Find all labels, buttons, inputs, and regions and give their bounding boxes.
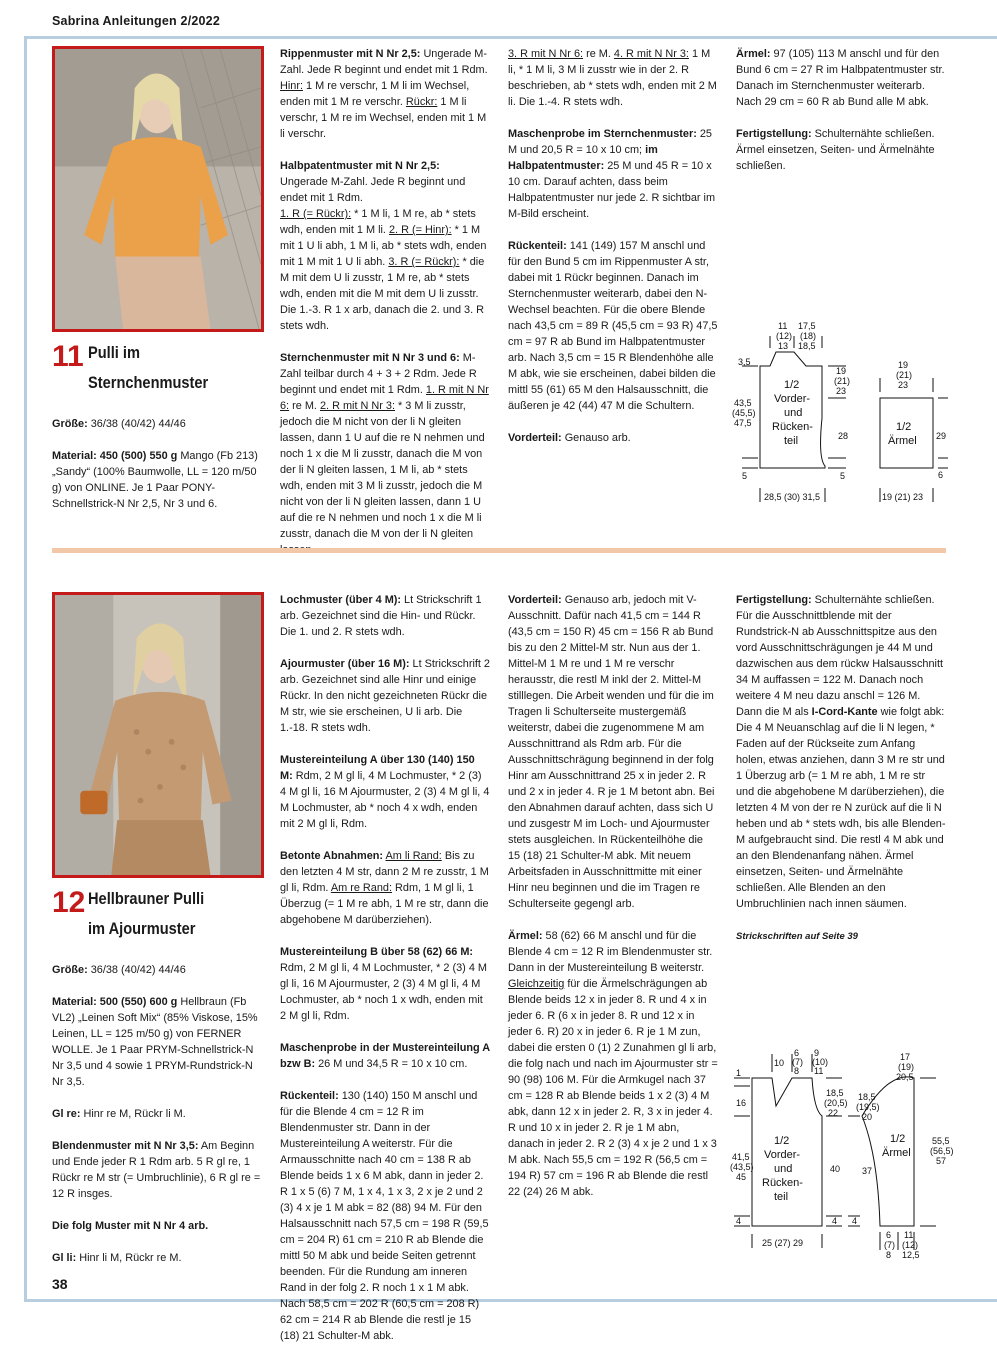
section-text: Ungerade M-Zahl. Jede R beginnt und endet mit 1 Rdm. (280, 48, 488, 76)
project-number-11: 11 (52, 340, 84, 373)
section-text: Bis zu den letzten 4 M str, dann 2 M re zusstr, 1 M gl li, Rdm. (280, 850, 489, 894)
dim-label: (7) (884, 1240, 895, 1250)
dim-label: 37 (862, 1166, 873, 1176)
dim-label: (19,5) (856, 1102, 880, 1112)
piece-label: Vorder- (764, 1149, 801, 1161)
section-text: 26 M und 34,5 R = 10 x 10 cm. (318, 1058, 468, 1070)
row-label: 1. R (= Rückr): (280, 208, 352, 220)
section-text: * 3 M li zusstr, jedoch die M nicht von der li N gleiten lassen, dann 1 U auf die re N nehmen und noch 1 x die M li zusstr, danach die M von der li N gleiten lassen, 1 M li, ab * stets wdh, enden mit 3 M li zusstr, jedoch die M nicht von der li N gleiten lassen, dann 1 U auf die re N nehmen und noch 1 x die M li zusstr, danach die M von der li N gleiten (280, 400, 485, 540)
dim-label: (7) (792, 1057, 803, 1067)
section-text: Hinr li M, Rückr re M. (79, 1252, 182, 1264)
dim-label: 6 (938, 470, 944, 480)
page-frame-bottom (24, 1299, 997, 1302)
section-text: Rdm, 2 M gl li, 4 M Lochmuster, * 2 (3) 4 M gl li, 16 M Ajourmuster, 2 (3) 4 M gl li, 4 M Lochmuster, ab * noch 1 x wdh, enden mit 2 M gl li, Rdm. (280, 962, 487, 1022)
section-text: Ungerade M-Zahl. Jede R beginnt und endet mit 1 Rdm. (280, 176, 466, 204)
section-head: Vorderteil: (508, 594, 562, 606)
section-head: Vorderteil: (508, 432, 562, 444)
section-head: Betonte Abnahmen: (280, 850, 384, 862)
underlined-term: Am li Rand: (385, 850, 442, 862)
dim-label: (19) (898, 1062, 915, 1072)
dim-label: 13 (778, 341, 789, 351)
material-text: Hellbraun (Fb VL2) „Leinen Soft Mix“ (85% Viskose, 15% Leinen, LL = 125 m/50 g) von FERNER WOLLE. Je 1 Paar PRYM-Schnellstrick-N Nr 3,5 und 4 sowie 1 PRYM-Rundstrick-N Nr 3,5. (52, 996, 258, 1088)
dim-label: (20,5) (824, 1098, 848, 1108)
section-head: Rückenteil: (280, 1090, 339, 1102)
dim-label: 41,5 (732, 1152, 750, 1162)
page-number: 38 (52, 1276, 68, 1292)
underlined-term: Hinr: (280, 80, 303, 92)
dim-label: 18,5 (858, 1092, 876, 1102)
p12-column-2 (280, 592, 490, 1360)
dim-label: 12,5 (902, 1250, 920, 1260)
section-head: Blendenmuster mit N Nr 3,5: (52, 1140, 199, 1152)
dim-label: 28 (838, 431, 849, 441)
label: Größe: (52, 418, 88, 430)
dim-label: 8 (794, 1066, 800, 1076)
section-text: Hinr re M, Rückr li M. (83, 1108, 186, 1120)
p12-column-1 (52, 962, 264, 1282)
section-head: Rippenmuster mit N Nr 2,5: (280, 48, 421, 60)
dim-label: 4 (852, 1216, 858, 1226)
chart-reference: Strickschriften auf Seite 39 (736, 931, 858, 942)
section-text: 130 (140) 150 M anschl und für die Blende 4 cm = 12 R im Blendenmuster str. Dann in der Mustereinteilung A weiterstr. Für die Armausschnitte nach 40 cm = 138 R ab Blende beids 1 x 6 M abk, dann in jeder 2. R 1 x 5 (6) 7 M, 1 x 4, 1 x 3, 2 x je 2 und 2 (3) 4 x je 1 M abk = 82 (88) 94 M. Für den Halsausschnitt nach 57,5 cm = 198 R (59,5 cm = 204 R) 61 cm = 210 R ab Blende die mittl 50 M abk und beide Seiten getrennt beenden. Für die Rundung am inneren Rand in der folg 2. R noch 1 x 1 M abk. Nach 58,5 cm = 202 R (60,5 cm = 208 R) 62 cm = 214 R ab Blende die restl je 15 (18) 21 Schulter-M abk. (280, 1090, 489, 1342)
dim-label: 40 (830, 1164, 841, 1174)
running-head: Sabrina Anleitungen 2/2022 (52, 14, 220, 28)
piece-label: 1/2 (890, 1133, 906, 1145)
material-text: Mango (Fb 213) „Sandy“ (100% Baumwolle, LL = 120 m/50 g) von ONLINE. Je 1 Paar PONY-Schnellstrick-N Nr 2,5, Nr 3 und 6. (52, 450, 258, 510)
project-number-12: 12 (52, 886, 86, 919)
section-head: Mustereinteilung A über 130 (140) 150 M: (280, 754, 475, 782)
dim-label: (10) (812, 1057, 829, 1067)
dim-label: 3,5 (738, 357, 751, 367)
dim-label: 5 (742, 471, 748, 481)
section-head: I-Cord-Kante (811, 706, 878, 718)
piece-label: 1/2 (784, 379, 800, 391)
dim-label: 11 (814, 1066, 824, 1076)
dim-label: 28,5 (30) 31,5 (764, 492, 821, 502)
dim-label: (12) (902, 1240, 919, 1250)
dim-label: 17,5 (798, 321, 816, 331)
section-head: Mustereinteilung B über 58 (62) 66 M: (280, 946, 474, 958)
p11-column-2 (280, 46, 490, 574)
project-title-line1: Hellbrauner Pulli (88, 889, 205, 908)
section-head: Gl li: (52, 1252, 77, 1264)
section-text: 1 M li verschr, 1 M re im Wechsel, enden mit 1 M li verschr. (280, 96, 487, 140)
section-text: 1 M li, * 1 M li, 3 M li zusstr wie in der 2. R beschrieben, ab * stets wdh, enden mit 2 M li. Die 1.-4. R stets wdh. (508, 48, 717, 108)
section-text: Rdm, 2 M gl li, 4 M Lochmuster, * 2 (3) 4 M gl li, 16 M Ajourmuster, 2 (3) 4 M gl li, 4 M Lochmuster, ab * noch 4 x wdh, enden mit 2 M gl li, Rdm. (280, 770, 490, 830)
dim-label: 6 (886, 1230, 892, 1240)
dim-label: (43,5) (730, 1162, 754, 1172)
piece-label: 1/2 (774, 1135, 790, 1147)
section-text: Lt Strickschrift 2 arb. Gezeichnet sind alle Hinr und einige Rückr. In den nicht gezeichneten Rückr die M str, wie sie erscheinen, U li arb. Die 1.-18. R stets wdh. (280, 658, 490, 734)
dim-label: 20,5 (896, 1072, 914, 1082)
label: Größe: (52, 964, 88, 976)
dim-label: 19 (21) 23 (882, 492, 924, 502)
label: Material: 450 (500) 550 g (52, 450, 178, 462)
dim-label: 20 (862, 1112, 873, 1122)
dim-label: (56,5) (930, 1146, 954, 1156)
row-label: 3. R (= Rückr): (388, 256, 460, 268)
section-head: Rückenteil: (508, 240, 567, 252)
dim-label: 10 (774, 1058, 785, 1068)
photo-pulli-sternchenmuster (52, 46, 264, 332)
section-text: wie folgt abk: Die 4 M Neuanschlag auf die li N legen, * Faden auf der Rückseite zum Anfang holen, etwas anziehen, dann 3 M re str und 1 Überzug arb (= 1 M re abh, 1 M re str und die abgehobene M darüberziehen), die letzten 4 M von der re N zurück auf die li N heben und ab * stets wdh, bis alle Blenden-M aufgebraucht sind. Die restl 4 M abk und an den Blendenanfang nähen. Ärmel einsetzen, Seiten- und Ärmelnähte schließen. Alle Blenden an den Umbruchlinien nach innen säumen. (736, 706, 946, 910)
piece-label: Ärmel (888, 435, 917, 447)
p11-column-4 (736, 46, 946, 190)
section-text: 97 (105) 113 M anschl und für den Bund 6 cm = 27 R im Halbpatentmuster str. Danach im Sternchenmuster weiterarb. Nach 29 cm = 60 R ab Bund alle M abk. (736, 48, 945, 108)
section-text: 25 M und 20,5 R = 10 x 10 cm; (508, 128, 712, 156)
piece-label: Vorder- (774, 393, 811, 405)
section-text: Rdm, 1 M gl li, 1 Überzug (= 1 M re abh, 1 M re str, dann die abgehobene M darüberziehen). (280, 882, 489, 926)
section-text: 58 (62) 66 M anschl und für die Blende 4 cm = 12 R im Blendenmuster str. Dann in der Mustereinteilung B weiterstr. (508, 930, 713, 974)
dim-label: 8 (886, 1250, 892, 1260)
photo-hellbrauner-pulli (52, 592, 264, 878)
section-head: Maschenprobe im Sternchenmuster: (508, 128, 697, 140)
section-text: re M. (292, 400, 317, 412)
page-frame-left (24, 36, 27, 1302)
dim-label: 17 (900, 1052, 911, 1062)
row-label: 1. R mit N Nr 6: (280, 384, 489, 412)
section-head: Lochmuster (über 4 M): (280, 594, 402, 606)
section-head: im Halbpatentmuster: (508, 144, 658, 172)
dim-label: 4 (736, 1216, 742, 1226)
project-title-line2: im Ajourmuster (88, 919, 196, 938)
dim-label: 57 (936, 1156, 947, 1166)
dim-label: 45 (736, 1172, 747, 1182)
row-label: 2. R (= Hinr): (388, 224, 452, 236)
p12-column-3 (508, 592, 718, 1216)
piece-label: Rücken- (772, 421, 813, 433)
section-text: * 1 M mit 1 U li abh, 1 M li, ab * stets wdh, enden mit 1 M mit 1 U li abh. (280, 224, 487, 268)
project-title-line1: Pulli im (88, 343, 141, 362)
section-head: Fertigstellung: (736, 128, 812, 140)
section-text: Am Beginn und Ende jeder R 1 Rdm arb. 5 R gl re, 1 Rückr re M str (= Umbruchlinie), 6 R gl re = 12 R insges. (52, 1140, 261, 1200)
section-head: Gl re: (52, 1108, 81, 1120)
dim-label: 47,5 (734, 418, 752, 428)
dim-label: (21) (896, 370, 913, 380)
dim-label: 55,5 (932, 1136, 950, 1146)
piece-label: und (784, 407, 803, 419)
dim-label: (45,5) (732, 408, 756, 418)
section-text: Schulternähte schließen. Für die Ausschnittblende mit der Rundstrick-N ab Ausschnittspitze aus den vord Ausschnittschrägungen je 44 M und dazwischen aus dem rückw Halsausschnitt 34 M auffassen = 122 M. Danach noch weitere 4 M neu dazu anschl = 126 M. Dann die M als (736, 594, 944, 718)
dim-label: 16 (736, 1098, 747, 1108)
piece-label: Rücken- (762, 1177, 803, 1189)
dim-label: 5 (840, 471, 846, 481)
piece-label: und (774, 1163, 793, 1175)
section-text: * 1 M li, 1 M re, ab * stets wdh, enden mit 1 M li. (280, 208, 476, 236)
dim-label: 19 (898, 360, 909, 370)
section-text: Genauso arb, jedoch mit V-Ausschnitt. Dafür nach 41,5 cm = 144 R (43,5 cm = 150 R) 45 cm = 156 R ab Bund bis zu den 2 Mittel-M str. Nun aus der 1. Mittel-M 1 M re und 1 M re verschr herausstr, die restl M inkl der 2. Mittel-M stilllegen. Die Arbeit wenden und für die im Tragen li Schulterseite mustergemäß weiterstr, dabei die zugenommene M am Ausschnittrand als Rdm arb. Für die Ausschnittschrägung beginnend in der folg Hinr am Ausschnittrand 25 x in jeder 2. R und 2 x in jeder 4. R je 1 M betont abn. Bei den Abnahmen darauf achten, dass sich U und zusgestr M im Loch- und Ajourmuster stets ausgleichen. In Rückenteilhöhe die 15 (18) 21 Schulter-M abk. Mit neuem Arbeitsfaden in Ausschnittmitte mit einer Hinr neu beginnen und die im Tragen re Schulterseite gegengl arb. (508, 594, 715, 910)
label: Material: 500 (550) 600 g (52, 996, 178, 1008)
schematic-sleeve-outline (880, 398, 933, 468)
dim-label: (18) (800, 331, 817, 341)
section-head: Fertigstellung: (736, 594, 812, 606)
section-head: Die folg Muster mit N Nr 4 arb. (52, 1220, 209, 1232)
section-text: Genauso arb. (564, 432, 631, 444)
section-text: * die M mit dem U li zusstr, 1 M re, ab * stets wdh, enden mit die M mit dem U li zusstr. Die 1.-3. R 1 x arb, danach die 2. und 3. R stets wdh. (280, 256, 485, 332)
section-head: Maschenprobe in der Mustereinteilung A bzw B: (280, 1042, 490, 1070)
underlined-term: Gleichzeitig (508, 978, 565, 990)
section-text: M-Zahl teilbar durch 4 + 3 + 2 Rdm. Jede R beginnt und endet mit 1 Rdm. (280, 352, 477, 396)
section-head: Sternchenmuster mit N Nr 3 und 6: (280, 352, 460, 364)
dim-label: 18,5 (798, 341, 816, 351)
size-value: 36/38 (40/42) 44/46 (90, 964, 186, 976)
dim-label: 9 (814, 1048, 820, 1058)
p11-column-3 (508, 46, 718, 462)
dim-label: 18,5 (826, 1088, 844, 1098)
piece-label: teil (774, 1191, 789, 1203)
underlined-term: Am re Rand: (330, 882, 392, 894)
p11-column-1 (52, 416, 264, 528)
dim-label: 4 (832, 1216, 838, 1226)
section-head: Ärmel: (508, 930, 543, 942)
section-head: Ajourmuster (über 16 M): (280, 658, 410, 670)
dim-label: 11 (778, 321, 788, 331)
dim-label: 11 (904, 1230, 914, 1240)
section-text: 141 (149) 157 M anschl und für den Bund 5 cm im Rippenmuster A str, dabei mit 1 Rückr beginnen. Danach im Sternchenmuster weiterarb, dabei den N-Wechsel beachten. Für die obere Blende nach 43,5 cm = 89 R (45,5 cm = 93 R) 47,5 cm = 97 R ab Bund im Halbpatentmuster arb. Nach 3,5 cm = 15 R Blendenhöhe alle M abk, wie sie erscheinen, dabei bilden die mittl 55 (61) 65 M den Halsausschnitt, die äußeren je 42 (44) 47 M die Schultern. (508, 240, 718, 412)
dim-label: (21) (834, 376, 851, 386)
dim-label: 23 (898, 380, 909, 390)
dim-label: 1 (736, 1068, 742, 1078)
underlined-term: Rückr: (405, 96, 438, 108)
dim-label: 22 (828, 1108, 839, 1118)
section-text: Schulternähte schließen. Ärmel einsetzen, Seiten- und Ärmelnähte schließen. (736, 128, 935, 172)
p12-column-4 (736, 592, 946, 961)
dim-label: 23 (836, 386, 847, 396)
section-text: 1 M re verschr, 1 M li im Wechsel, enden mit 1 M re verschr. (280, 80, 470, 108)
dim-label: (12) (776, 331, 793, 341)
row-label: 3. R mit N Nr 6: (508, 48, 584, 60)
section-divider (52, 548, 946, 553)
dim-label: 25 (27) 29 (762, 1238, 804, 1248)
section-text: re M. (586, 48, 611, 60)
section-head: Ärmel: (736, 48, 771, 60)
dim-label: 29 (936, 431, 947, 441)
project-title-line2: Sternchenmuster (88, 373, 209, 392)
section-text: für die Ärmelschrägungen ab Blende beids 12 x in jeder 8. R und 4 x in jeder 6. R (6 x in jeder 8. R und 12 x in jeder 6. R) 20 x in jeder 6. R je 1 M zun, dabei die ersten 0 (1) 2 Zunahmen gl li arb, die folg nach und nach im Ajourmuster str = 90 (98) 106 M. Für die Armkugel nach 37 cm = 128 R ab Blende beids 1 x 2 (3) 4 M abk, dann 12 x in jeder 2. R, 3 x in jeder 4. R und 10 x in jeder 2. R je 1 M abn, danach in jeder 2. R 2 (3) 4 x je 2 und 1 x 3 M abk. Nach 55,5 cm = 192 R (56,5 cm = 194 R) 57 cm = 196 R ab Blende die restl 22 (24) 26 M abk. (508, 978, 718, 1198)
section-head: Halbpatentmuster mit N Nr 2,5: (280, 160, 440, 172)
piece-label: Ärmel (882, 1147, 911, 1159)
row-label: 2. R mit N Nr 3: (319, 400, 396, 412)
schematic-pulli-11 (730, 318, 950, 514)
size-value: 36/38 (40/42) 44/46 (90, 418, 186, 430)
section-text: 25 M und 45 R = 10 x 10 cm. Darauf achten, dass beim Halbpatentmuster nur jede 2. R sichtbar im M-Bild erscheint. (508, 160, 716, 220)
dim-label: 43,5 (734, 398, 752, 408)
dim-label: 6 (794, 1048, 800, 1058)
section-text: Lt Strickschrift 1 arb. Gezeichnet sind die Hin- und Rückr. Die 1. und 2. R stets wdh. (280, 594, 482, 638)
schematic-pulli-12 (730, 1046, 960, 1268)
dim-label: 19 (836, 366, 847, 376)
page-frame-top (24, 36, 997, 39)
piece-label: teil (784, 435, 799, 447)
piece-label: 1/2 (896, 421, 912, 433)
row-label: 4. R mit N Nr 3: (613, 48, 689, 60)
